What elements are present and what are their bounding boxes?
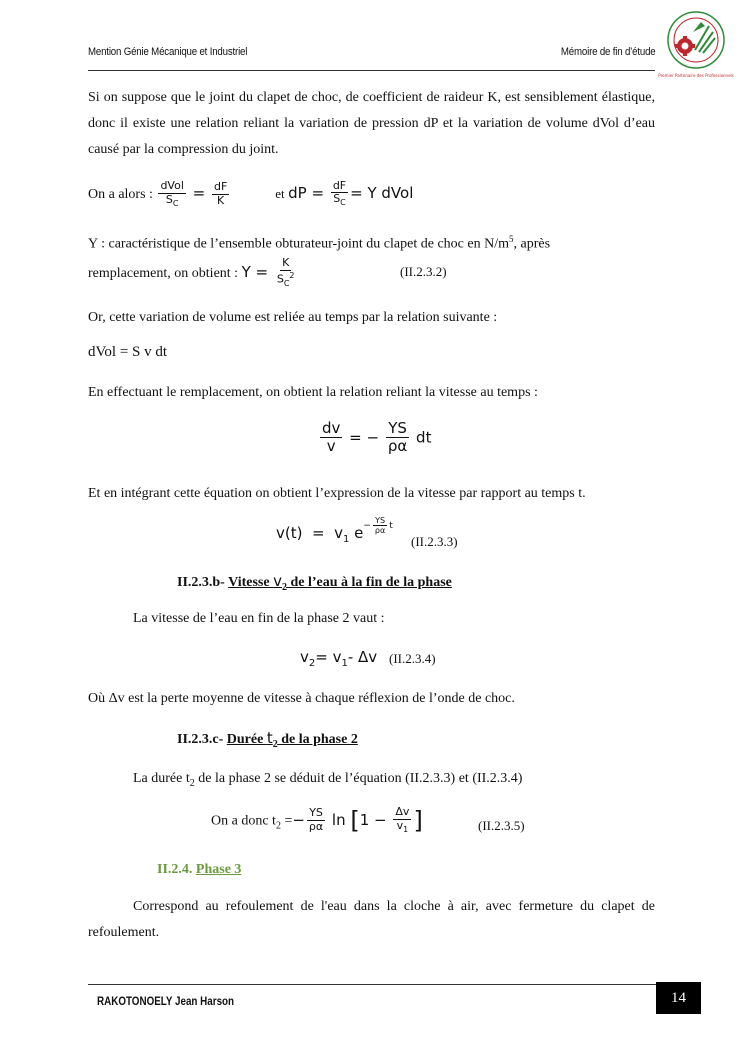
y-definition-text: Y : caractéristique de l’ensemble obturateur-joint du clapet de choc en N/m [88, 236, 509, 252]
heading-c-number: II.2.3.c- [177, 732, 224, 747]
on-a-alors-label: On a alors : [88, 187, 153, 202]
heading-b-number: II.2.3.b- [177, 575, 225, 590]
equation-v2: $v_2= v_1-$ Δv [300, 648, 378, 669]
paragraph-duree: La durée $t_2$ de la phase 2 se déduit de l’équation (II.2.3.3) et (II.2.3.4) [133, 771, 523, 789]
equation-dv-v: $\frac{dv}{v}$ = − $\frac{YS}{\rho\alpha}$ dt [322, 419, 432, 456]
paragraph-ou-delta-v: Où Δv est la perte moyenne de vitesse à chaque réflexion de l’onde de choc. [88, 691, 515, 706]
heading-b-title: Vitesse $v_2$ de l’eau à la fin de la phase [228, 572, 452, 593]
equation-line-on-a-alors [88, 176, 655, 212]
equation-line-t2: On a donc $t_2$ =− $\frac{YS}{\rho\alpha}$ ln [1 − $\frac{\Delta v}{v_1}$ ] [211, 805, 423, 834]
page-number: 14 [656, 982, 701, 1014]
equation-ref-233: (II.2.3.3) [411, 534, 458, 549]
footer-author: RAKOTONOELY Jean Harson [97, 994, 235, 1008]
equation-y: Y = $\frac{K}{S_C^2}$ [241, 256, 295, 288]
paragraph-phase-3: Correspond au refoulement de l'eau dans la cloche à air, avec fermeture du clapet de refoulement. [88, 899, 655, 940]
paragraph-integrant: Et en intégrant cette équation on obtient l’expression de la vitesse par rapport au temps t. [88, 486, 586, 501]
heading-duree-t2 [177, 729, 358, 750]
remplacement-label: remplacement, on obtient : [88, 266, 239, 281]
heading-vitesse-v2 [177, 572, 452, 593]
heading-24-title: Phase 3 [195, 862, 242, 877]
heading-phase-3 [157, 862, 241, 878]
equation-dvol-sc: $\frac{\text{dVol}}{S_C}$ = $\frac{dF}{K}$ [160, 179, 228, 208]
paragraph-vitesse: La vitesse de l’eau en fin de la phase 2 vaut : [133, 611, 385, 626]
et-label: et [275, 186, 285, 201]
header-right: Mémoire de fin d’étude [560, 46, 655, 58]
equation-ref-235: (II.2.3.5) [478, 818, 525, 833]
header-rule [88, 70, 655, 71]
university-logo [657, 8, 735, 80]
equation-v-of-t: $v(t) = v_1$ $e^{- \frac{YS}{\rho\alpha} t}$ [276, 516, 393, 546]
paragraph-intro: Si on suppose que le joint du clapet de choc, de coefficient de raideur K, est sensiblement élastique, donc il existe une relation reliant la variation de pression dP et la variation de volume dVol d’eau causé par la compression du joint. [88, 90, 655, 157]
paragraph-remplacement: En effectuant le remplacement, on obtient la relation reliant la vitesse au temps : [88, 385, 538, 400]
heading-24-number: II.2.4. [157, 862, 193, 877]
footer-rule [88, 984, 656, 985]
logo-caption: Premier Partenaire des Professionnels [658, 73, 734, 78]
equation-dp: dP = $\frac{dF}{S_C}$ = Y dVol [288, 178, 414, 208]
heading-c-title: Durée $t_2$ de la phase 2 [226, 729, 358, 750]
y-definition-tail: , après [513, 236, 551, 252]
equation-ref-234: (II.2.3.4) [389, 651, 436, 666]
header-left: Mention Génie Mécanique et Industriel [88, 46, 248, 58]
equation-dvol: dVol = S v dt [88, 344, 168, 360]
paragraph-or: Or, cette variation de volume est reliée au temps par la relation suivante : [88, 310, 498, 325]
y-definition-exponent: 5 [508, 234, 514, 244]
equation-ref-232: (II.2.3.2) [400, 264, 447, 279]
paragraph-y-definition [88, 226, 655, 258]
equation-line-y [88, 256, 655, 290]
